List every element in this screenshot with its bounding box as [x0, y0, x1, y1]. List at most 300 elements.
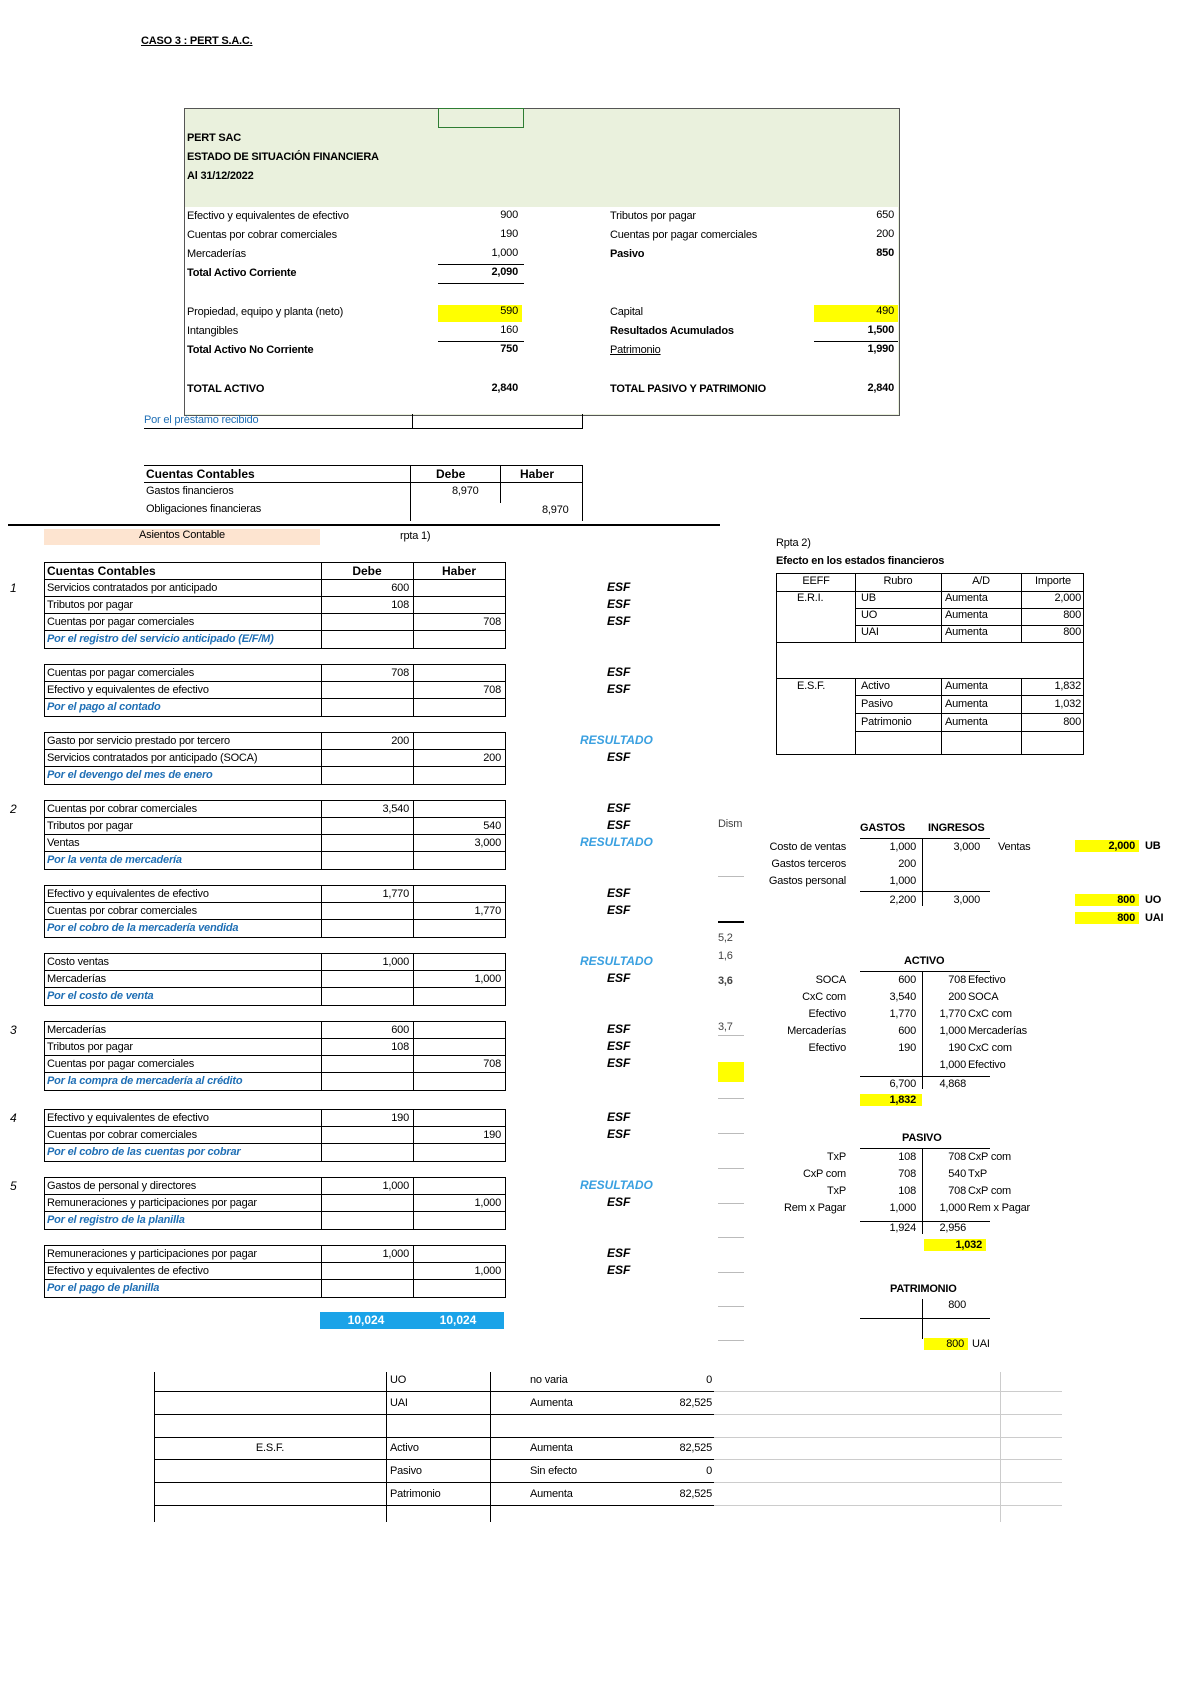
divider: [413, 1246, 414, 1262]
statement-tag: ESF: [607, 665, 631, 679]
activo-haber: 1,000: [939, 1025, 966, 1037]
journal-note: Por el cobro de las cuentas por cobrar: [47, 1146, 241, 1158]
journal-account: Efectivo y equivalentes de efectivo: [47, 1265, 209, 1277]
journal-account: Tributos por pagar: [47, 599, 133, 611]
statement-tag: ESF: [607, 682, 631, 696]
effects-header: Importe: [1035, 575, 1071, 587]
rule: [154, 1437, 714, 1438]
patrimonio-title: PATRIMONIO: [890, 1283, 957, 1295]
esf-left-value: 1,000: [491, 247, 518, 259]
rpta2-subtitle: Efecto en los estados financieros: [776, 555, 945, 567]
journal-row: [45, 682, 505, 699]
statement-tag: ESF: [607, 971, 631, 985]
journal-haber: 1,000: [474, 973, 501, 985]
esf-rubro: Patrimonio: [861, 716, 912, 728]
patrimonio-value-2: 800: [924, 1338, 968, 1350]
rule: [718, 1272, 744, 1273]
journal-haber: 708: [483, 616, 501, 628]
rule: [714, 1391, 1062, 1392]
divider: [321, 1195, 322, 1211]
journal-note-row: [45, 767, 505, 784]
activo-counter: Efectivo: [968, 1059, 1006, 1071]
rule: [154, 1482, 714, 1483]
journal-note-row: [45, 1212, 505, 1229]
journal-note-row: [45, 631, 505, 648]
statement-tag: ESF: [607, 597, 631, 611]
activo-label: SOCA: [815, 974, 846, 986]
entry-number: 2: [10, 802, 17, 816]
divider: [321, 886, 322, 902]
divider: [321, 699, 322, 716]
esf-label: E.S.F.: [797, 680, 826, 692]
esf-left-value: 190: [500, 228, 518, 240]
divider: [413, 1280, 414, 1297]
asientos-label: Asientos Contable: [44, 529, 320, 545]
journal-account: Remuneraciones y participaciones por pagar: [47, 1197, 257, 1209]
esf-left-label: Total Activo No Corriente: [187, 344, 314, 356]
activo-debe: 1,770: [889, 1008, 916, 1020]
pasivo-label: Rem x Pagar: [784, 1202, 846, 1214]
rule: [714, 1482, 1062, 1483]
divider: [321, 988, 322, 1005]
loan-row-1-debe: 8,970: [452, 485, 479, 497]
statement-date: Al 31/12/2022: [187, 170, 254, 182]
activo-haber: 200: [948, 991, 966, 1003]
pasivo-label: CxP com: [802, 1168, 846, 1180]
divider: [413, 886, 414, 902]
rule: [860, 1148, 990, 1149]
divider: [321, 801, 322, 817]
journal-row: [45, 954, 505, 971]
journal-debe: 200: [391, 735, 409, 747]
journal-note: Por la venta de mercadería: [47, 854, 182, 866]
journal-header-account: Cuentas Contables: [47, 564, 156, 578]
journal-entry: [44, 1021, 506, 1091]
esf-left-label: Total Activo Corriente: [187, 267, 297, 279]
ingresos-title: INGRESOS: [928, 822, 985, 834]
journal-row: [45, 1195, 505, 1212]
divider: [321, 1073, 322, 1090]
eri-rubro: UAI: [861, 626, 879, 638]
total-debe: 10,024: [320, 1312, 412, 1329]
journal-account: Mercaderías: [47, 973, 106, 985]
activo-haber: 1,770: [939, 1008, 966, 1020]
divider: [321, 818, 322, 834]
ingresos-value: 3,000: [953, 841, 980, 853]
esf-left-label: TOTAL ACTIVO: [187, 383, 265, 395]
divider: [413, 801, 414, 817]
rule: [718, 1340, 744, 1341]
journal-account: Efectivo y equivalentes de efectivo: [47, 1112, 209, 1124]
divider: [941, 678, 942, 755]
statement-tag: RESULTADO: [580, 954, 653, 968]
loan-note: Por el préstamo recibido: [144, 414, 259, 426]
activo-haber: 190: [948, 1042, 966, 1054]
journal-haber: 540: [483, 820, 501, 832]
journal-entry: [44, 953, 506, 1006]
journal-entry: [44, 664, 506, 717]
entry-number: 3: [10, 1023, 17, 1037]
journal-debe: 108: [391, 599, 409, 611]
journal-debe: 708: [391, 667, 409, 679]
journal-entry: [44, 885, 506, 938]
patrimonio-label-2: UAI: [972, 1338, 990, 1350]
journal-account: Cuentas por pagar comerciales: [47, 616, 195, 628]
journal-account: Efectivo y equivalentes de efectivo: [47, 684, 209, 696]
pasivo-total-debe: 1,924: [889, 1222, 916, 1234]
esf-right-label: Cuentas por pagar comerciales: [610, 229, 758, 241]
journal-row: [45, 1178, 505, 1195]
activo-net: 1,832: [860, 1094, 922, 1106]
journal-haber: 708: [483, 684, 501, 696]
statement-tag: ESF: [607, 1022, 631, 1036]
divider: [413, 1178, 414, 1194]
cut-highlight: [718, 1062, 744, 1082]
journal-debe: 1,000: [382, 1248, 409, 1260]
rule: [438, 264, 524, 265]
divider: [321, 903, 322, 919]
divider: [413, 750, 414, 766]
journal-debe: 1,770: [382, 888, 409, 900]
eri-amount: 2,000: [1054, 592, 1081, 604]
divider: [321, 1178, 322, 1194]
divider: [321, 920, 322, 937]
esf-right-label: Patrimonio: [610, 344, 661, 356]
bottom-rubro: Patrimonio: [390, 1488, 441, 1500]
journal-account: Gasto por servicio prestado por tercero: [47, 735, 230, 747]
effects-header: Rubro: [883, 575, 913, 587]
rule: [860, 971, 990, 972]
esf-left-value: 2,840: [491, 382, 518, 394]
page-title: CASO 3 : PERT S.A.C.: [141, 35, 253, 47]
journal-note: Por el pago al contado: [47, 701, 161, 713]
journal-haber: 1,000: [474, 1197, 501, 1209]
journal-haber: 200: [483, 752, 501, 764]
divider: [413, 971, 414, 987]
activo-debe: 600: [898, 974, 916, 986]
activo-counter: CxC com: [968, 1008, 1012, 1020]
rule: [922, 1299, 923, 1339]
eri-amount: 800: [1063, 609, 1081, 621]
statement-tag: RESULTADO: [580, 835, 653, 849]
gastos-label: Costo de ventas: [769, 841, 846, 853]
divider: [413, 1263, 414, 1279]
journal-row: [45, 801, 505, 818]
divider: [413, 1073, 414, 1090]
cut-label: 5,2: [718, 932, 733, 944]
bottom-amount: 0: [706, 1374, 712, 1386]
bottom-effect: no varia: [530, 1374, 568, 1386]
divider: [413, 852, 414, 869]
journal-row: [45, 886, 505, 903]
esf-right-label: Resultados Acumulados: [610, 325, 734, 337]
divider: [413, 903, 414, 919]
uai-label: UAI: [1145, 912, 1164, 924]
esf-left-label: Cuentas por cobrar comerciales: [187, 229, 337, 241]
rule: [438, 283, 524, 284]
divider: [321, 1212, 322, 1229]
journal-row: [45, 614, 505, 631]
journal-account: Efectivo y equivalentes de efectivo: [47, 888, 209, 900]
esf-amount: 800: [1063, 716, 1081, 728]
divider: [413, 835, 414, 851]
rule: [718, 1237, 744, 1238]
divider: [413, 1144, 414, 1161]
statement-tag: ESF: [607, 801, 631, 815]
eri-effect: Aumenta: [945, 592, 988, 604]
journal-debe: 600: [391, 582, 409, 594]
statement-tag: ESF: [607, 1056, 631, 1070]
gastos-value: 1,000: [889, 841, 916, 853]
divider: [321, 1056, 322, 1072]
journal-header-row: [45, 563, 505, 580]
activo-label: CxC com: [802, 991, 846, 1003]
esf-right-value: 200: [876, 228, 894, 240]
effects-table-box: [776, 573, 1084, 755]
gastos-label: Gastos terceros: [771, 858, 846, 870]
journal-account: Cuentas por cobrar comerciales: [47, 905, 197, 917]
bottom-rubro: UO: [390, 1374, 407, 1386]
divider: [855, 678, 856, 755]
rule: [1000, 1372, 1001, 1522]
rule: [154, 1459, 714, 1460]
rule: [860, 1318, 990, 1319]
loan-table: [144, 465, 582, 521]
esf-right-label: Pasivo: [610, 248, 645, 260]
bottom-rubro: UAI: [390, 1397, 408, 1409]
activo-total-debe: 6,700: [889, 1078, 916, 1090]
ub-label: UB: [1145, 840, 1161, 852]
rule: [438, 341, 524, 342]
divider: [321, 1110, 322, 1126]
journal-account: Mercaderías: [47, 1024, 106, 1036]
journal-row: [45, 1263, 505, 1280]
journal-row: [45, 597, 505, 614]
activo-debe: 190: [898, 1042, 916, 1054]
esf-left-label: Mercaderías: [187, 248, 246, 260]
journal-haber: 190: [483, 1129, 501, 1141]
statement-tag: ESF: [607, 1195, 631, 1209]
selected-cell[interactable]: [438, 108, 524, 128]
esf-amount: 1,832: [1054, 680, 1081, 692]
divider: [321, 1127, 322, 1143]
loan-table-header-account: Cuentas Contables: [146, 467, 255, 481]
loan-table-header-haber: Haber: [520, 467, 555, 481]
rule: [714, 1437, 1062, 1438]
activo-debe: 600: [898, 1025, 916, 1037]
esf-left-value: 2,090: [491, 266, 518, 278]
statement-tag: ESF: [607, 580, 631, 594]
activo-label: Efectivo: [808, 1042, 846, 1054]
rule: [860, 891, 990, 892]
journal-row: [45, 665, 505, 682]
cut-label: 3,7: [718, 1021, 733, 1033]
statement-tag: ESF: [607, 1263, 631, 1277]
activo-counter: Efectivo: [968, 974, 1006, 986]
esf-left-label: Efectivo y equivalentes de efectivo: [187, 210, 349, 222]
divider: [321, 1144, 322, 1161]
pasivo-label: TxP: [827, 1151, 846, 1163]
activo-label: Mercaderías: [787, 1025, 846, 1037]
journal-row: [45, 580, 505, 597]
rpta1-label: rpta 1): [400, 530, 431, 542]
journal-row: [45, 818, 505, 835]
journal-account: Cuentas por pagar comerciales: [47, 1058, 195, 1070]
journal-header-haber: Haber: [441, 564, 476, 578]
esf-right-label: Capital: [610, 306, 643, 318]
esf-effect: Aumenta: [945, 716, 988, 728]
esf-left-value: 590: [438, 305, 522, 322]
journal-note: Por el registro de la planilla: [47, 1214, 185, 1226]
uo-value: 800: [1075, 894, 1139, 906]
pasivo-debe: 108: [898, 1185, 916, 1197]
eri-effect: Aumenta: [945, 626, 988, 638]
esf-amount: 1,032: [1054, 698, 1081, 710]
divider: [321, 563, 322, 579]
journal-account: Servicios contratados por anticipado (SOCA): [47, 752, 258, 764]
divider: [413, 665, 414, 681]
divider: [413, 631, 414, 648]
pasivo-label: TxP: [827, 1185, 846, 1197]
gastos-title: GASTOS: [860, 822, 906, 834]
rule: [154, 1414, 714, 1415]
eri-effect: Aumenta: [945, 609, 988, 621]
journal-account: Servicios contratados por anticipado: [47, 582, 218, 594]
divider: [321, 682, 322, 698]
divider: [321, 1246, 322, 1262]
activo-counter: SOCA: [968, 991, 999, 1003]
journal-account: Cuentas por pagar comerciales: [47, 667, 195, 679]
journal-row: [45, 733, 505, 750]
divider: [321, 580, 322, 596]
esf-effect: Aumenta: [945, 680, 988, 692]
total-haber: 10,024: [412, 1312, 504, 1329]
pasivo-counter: CxP com: [968, 1151, 1012, 1163]
rule: [154, 1505, 714, 1506]
journal-note: Por el pago de planilla: [47, 1282, 160, 1294]
rule: [718, 1133, 744, 1134]
pasivo-haber: 540: [948, 1168, 966, 1180]
bottom-rubro: Activo: [390, 1442, 419, 1454]
divider: [855, 731, 1083, 732]
bottom-amount: 82,525: [679, 1488, 712, 1500]
divider: [413, 597, 414, 613]
journal-note-row: [45, 920, 505, 937]
esf-effect: Aumenta: [945, 698, 988, 710]
esf-left-value: 750: [500, 343, 518, 355]
divider: [855, 713, 1083, 714]
journal-header-debe: Debe: [352, 564, 382, 578]
bottom-amount: 82,525: [679, 1397, 712, 1409]
journal-account: Tributos por pagar: [47, 820, 133, 832]
uo-label: UO: [1145, 894, 1162, 906]
divider: [321, 665, 322, 681]
journal-entry: [44, 1245, 506, 1298]
activo-total-haber: 4,868: [939, 1078, 966, 1090]
divider: [321, 750, 322, 766]
divider: [413, 614, 414, 630]
rule: [490, 1372, 491, 1522]
divider: [413, 1022, 414, 1038]
journal-note: Por el costo de venta: [47, 990, 154, 1002]
journal-row: [45, 835, 505, 852]
journal-entry: [44, 562, 506, 649]
effects-header: A/D: [972, 575, 990, 587]
activo-haber: 1,000: [939, 1059, 966, 1071]
patrimonio-value-1: 800: [948, 1299, 966, 1311]
journal-row: [45, 1039, 505, 1056]
divider: [413, 1110, 414, 1126]
activo-label: Efectivo: [808, 1008, 846, 1020]
activo-counter: Mercaderías: [968, 1025, 1027, 1037]
cut-label: Dism: [718, 818, 743, 830]
journal-row: [45, 1110, 505, 1127]
statement-tag: ESF: [607, 818, 631, 832]
journal-entry: [44, 732, 506, 785]
ub-value: 2,000: [1075, 840, 1139, 852]
journal-debe: 600: [391, 1024, 409, 1036]
journal-haber: 708: [483, 1058, 501, 1070]
pasivo-title: PASIVO: [902, 1132, 942, 1144]
pasivo-net: 1,032: [924, 1239, 986, 1251]
eri-rubro: UB: [861, 592, 876, 604]
uai-value: 800: [1075, 912, 1139, 924]
rule: [154, 1391, 714, 1392]
journal-haber: 1,000: [474, 1265, 501, 1277]
rule: [814, 341, 898, 342]
journal-debe: 190: [391, 1112, 409, 1124]
loan-row-2-account: Obligaciones financieras: [146, 503, 262, 515]
journal-note-row: [45, 1144, 505, 1161]
activo-title: ACTIVO: [904, 955, 945, 967]
divider: [413, 1039, 414, 1055]
bottom-amount: 82,525: [679, 1442, 712, 1454]
gastos-label: Gastos personal: [768, 875, 846, 887]
esf-left-label: Propiedad, equipo y planta (neto): [187, 306, 344, 318]
company-name: PERT SAC: [187, 132, 242, 144]
journal-account: Cuentas por cobrar comerciales: [47, 1129, 197, 1141]
journal-note: Por el registro del servicio anticipado (E/F/M): [47, 633, 274, 645]
divider: [413, 988, 414, 1005]
journal-account: Ventas: [47, 837, 80, 849]
journal-account: Cuentas por cobrar comerciales: [47, 803, 197, 815]
divider: [321, 1263, 322, 1279]
bottom-rubro: Pasivo: [390, 1465, 422, 1477]
statement-title: ESTADO DE SITUACIÓN FINANCIERA: [187, 151, 379, 163]
gastos-value: 200: [898, 858, 916, 870]
eri-amount: 800: [1063, 626, 1081, 638]
rule: [718, 1306, 744, 1307]
esf-right-value: 1,500: [867, 324, 894, 336]
journal-note-row: [45, 988, 505, 1005]
pasivo-debe: 1,000: [889, 1202, 916, 1214]
divider: [413, 954, 414, 970]
divider: [321, 1039, 322, 1055]
divider: [413, 563, 414, 579]
statement-tag: ESF: [607, 1127, 631, 1141]
journal-account: Costo ventas: [47, 956, 109, 968]
divider: [321, 852, 322, 869]
journal-note: Por el devengo del mes de enero: [47, 769, 213, 781]
esf-rubro: Activo: [861, 680, 890, 692]
divider: [321, 631, 322, 648]
journal-entry: [44, 800, 506, 870]
rule: [386, 1372, 387, 1522]
esf-right-label: TOTAL PASIVO Y PATRIMONIO: [610, 383, 766, 395]
cut-label: 3,6: [718, 975, 733, 987]
entry-number: 5: [10, 1179, 17, 1193]
esf-left-label: Intangibles: [187, 325, 239, 337]
